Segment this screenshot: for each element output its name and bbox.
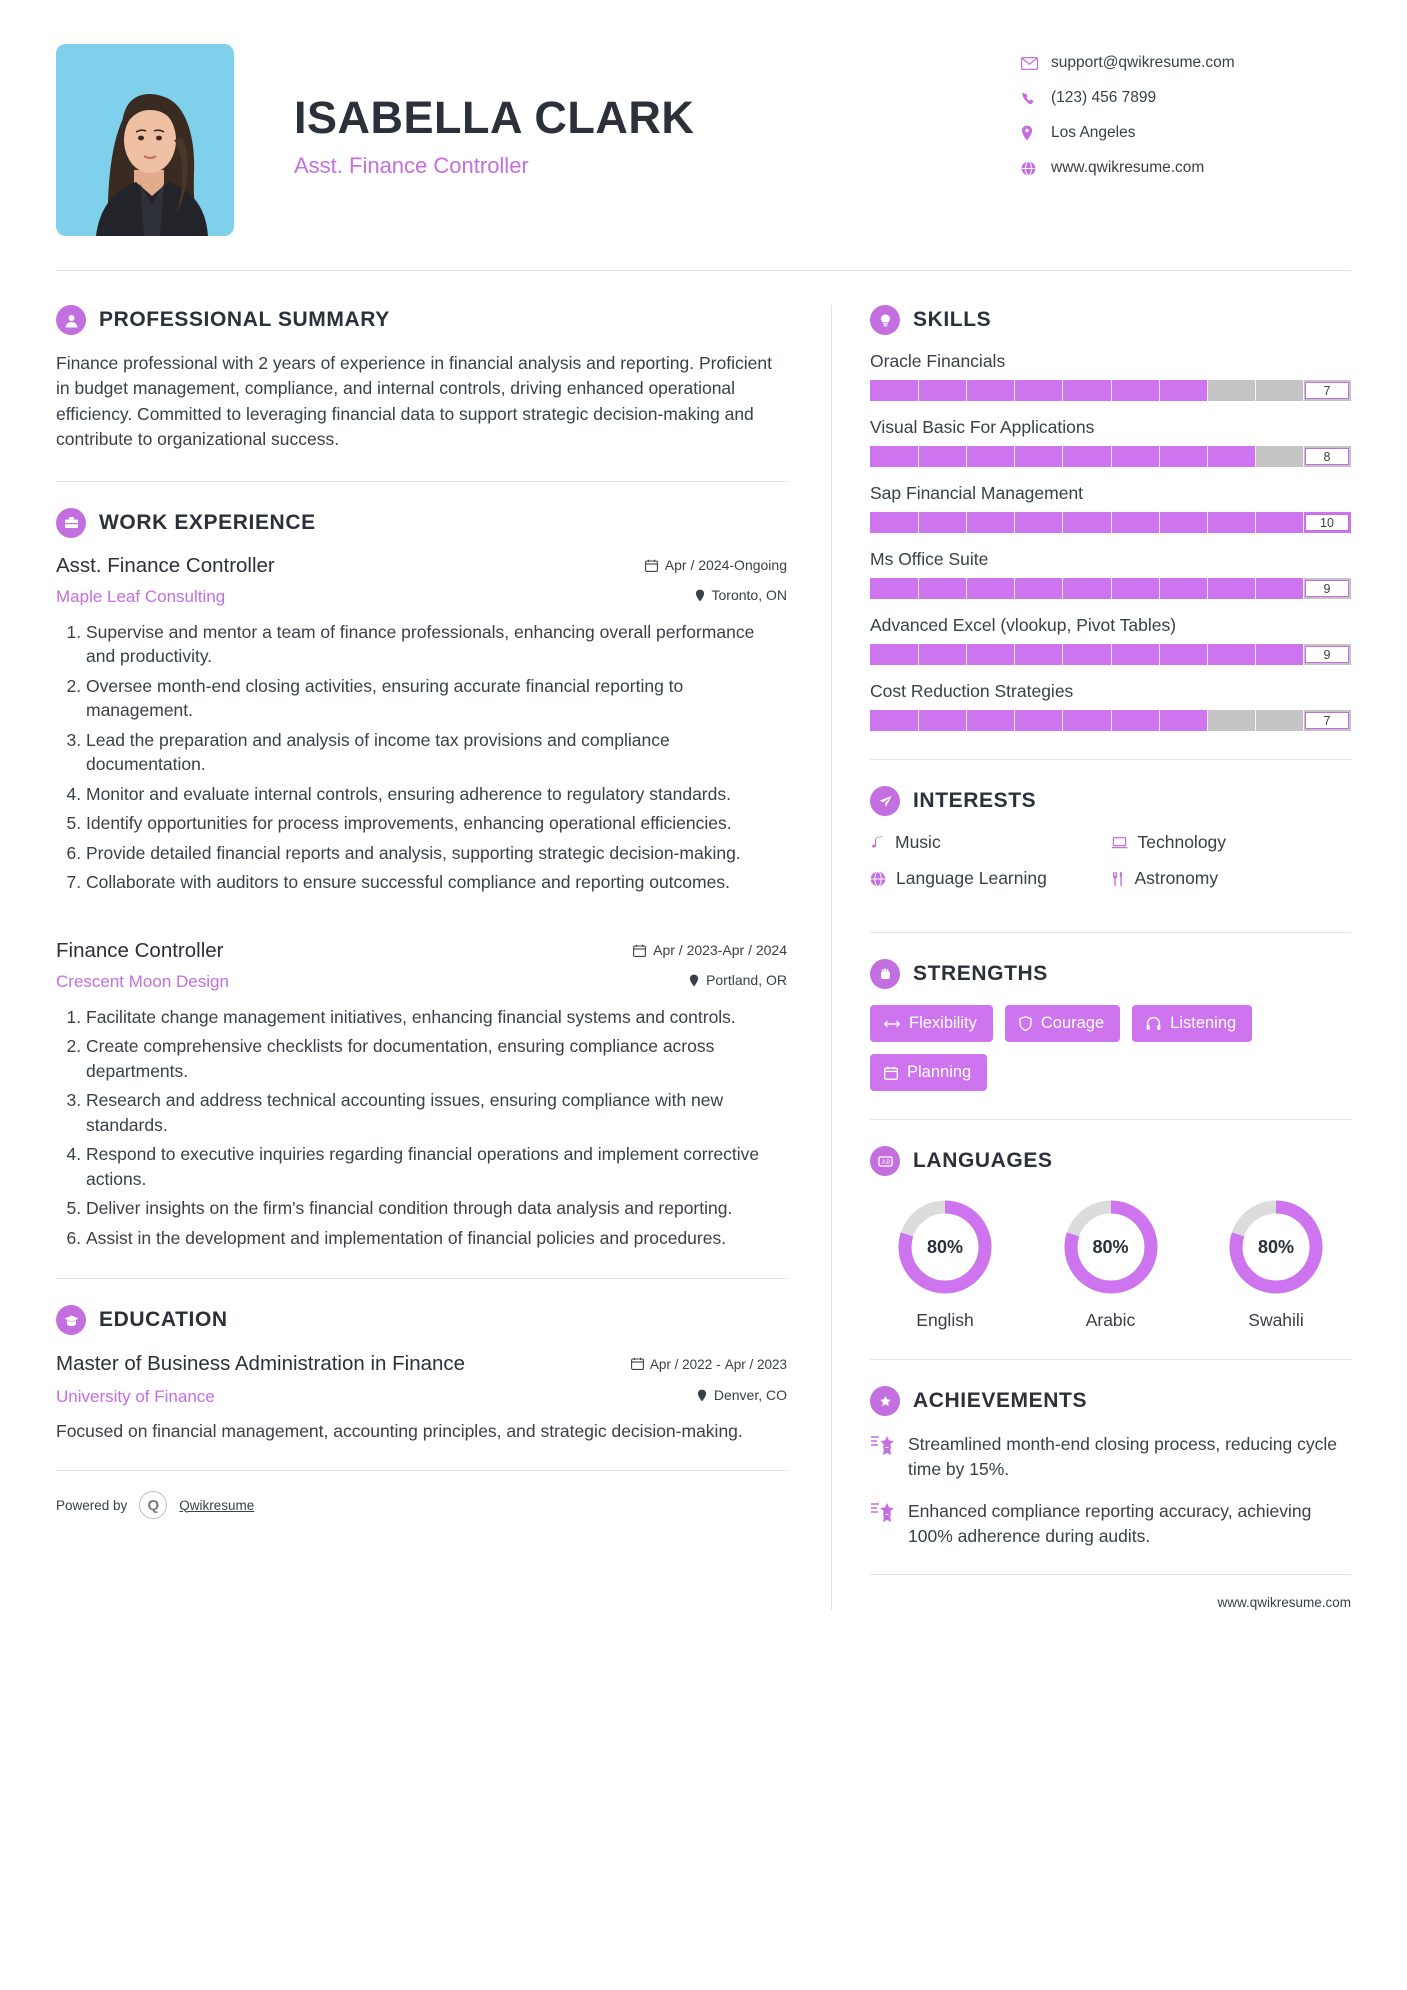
bullet: 3. Lead the preparation and analysis of income tax provisions and compliance documentation. (86, 728, 787, 777)
skill-item (870, 549, 1351, 599)
fork-knife-icon (1111, 871, 1125, 887)
skill-name: Visual Basic For Applications (870, 417, 1095, 437)
language-percent: 80% (1257, 1236, 1295, 1257)
language-progress-ring (1062, 1198, 1160, 1296)
arrows-horizontal-icon (884, 1018, 900, 1030)
education-description: Focused on financial management, accounting principles, and strategic decision-making. (56, 1420, 743, 1441)
interest-item (870, 832, 1111, 853)
footer-right (870, 1574, 1351, 1610)
laptop-icon (1111, 836, 1128, 850)
lightbulb-icon (870, 305, 900, 335)
powered-by (56, 1491, 254, 1519)
language-item (1201, 1198, 1351, 1331)
resume-body (56, 271, 1351, 1610)
interest-item (870, 868, 1111, 889)
bullet: 5. Deliver insights on the firm's financial condition through data analysis and reporting. (86, 1196, 787, 1221)
interest-label: Technology (1137, 832, 1227, 852)
skill-value: 9 (1305, 646, 1349, 663)
contact-website-value: www.qwikresume.com (1051, 159, 1205, 176)
bullet: 6. Assist in the development and implementation of financial policies and procedures. (86, 1226, 787, 1251)
skill-item (870, 615, 1351, 665)
phone-icon (1021, 91, 1051, 106)
skill-value: 10 (1305, 514, 1349, 531)
skill-value: 8 (1305, 448, 1349, 465)
bullet: 5. Identify opportunities for process improvements, enhancing operational efficiencies. (86, 811, 787, 836)
interest-label: Language Learning (896, 868, 1047, 888)
briefcase-icon (56, 508, 86, 538)
contact-location-value: Los Angeles (1051, 124, 1136, 141)
skill-item (870, 417, 1351, 467)
star-ribbon-icon (870, 1432, 908, 1481)
interests-heading (870, 786, 1351, 816)
job-dates-value: Apr / 2024-Ongoing (664, 557, 787, 573)
map-pin-icon (689, 974, 699, 987)
globe-icon (870, 871, 886, 887)
section-strengths (870, 959, 1351, 1091)
job-company: Maple Leaf Consulting (56, 586, 226, 606)
star-badge-icon (870, 1386, 900, 1416)
bullet: 2. Create comprehensive checklists for documentation, ensuring compliance across departments. (86, 1034, 787, 1083)
job-dates-value: Apr / 2023-Apr / 2024 (653, 942, 787, 958)
interest-label: Astronomy (1134, 868, 1219, 888)
job-bullets (56, 620, 787, 895)
bullet: 3. Research and address technical accounting issues, ensuring compliance with new standards. (86, 1088, 787, 1137)
map-pin-icon (1021, 125, 1051, 141)
skill-name: Oracle Financials (870, 351, 1006, 371)
calendar-icon (633, 944, 646, 957)
language-percent: 80% (1092, 1236, 1129, 1257)
strength-label: Flexibility (909, 1014, 977, 1032)
bullet: 1. Facilitate change management initiatives, enhancing financial systems and controls. (86, 1005, 787, 1030)
summary-title: PROFESSIONAL SUMMARY (99, 308, 390, 331)
language-name: Swahili (1248, 1310, 1304, 1330)
headphones-icon (1146, 1016, 1161, 1031)
svg-text:B: B (885, 1159, 890, 1166)
qwikresume-link[interactable]: Qwikresume (179, 1497, 255, 1513)
achievement-item (870, 1499, 1351, 1548)
strength-chip (870, 1054, 987, 1091)
paper-plane-icon (870, 786, 900, 816)
skill-bar (870, 578, 1351, 599)
map-pin-icon (697, 1389, 707, 1402)
bullet: 7. Collaborate with auditors to ensure successful compliance and reporting outcomes. (86, 870, 787, 895)
achievement-item (870, 1432, 1351, 1481)
avatar (56, 44, 234, 236)
star-ribbon-icon (870, 1499, 908, 1548)
interest-label: Music (895, 832, 941, 852)
skill-name: Ms Office Suite (870, 549, 989, 569)
work-entry (56, 554, 787, 895)
raised-fist-icon (870, 959, 900, 989)
work-title: WORK EXPERIENCE (99, 510, 316, 534)
job-location-value: Toronto, ON (711, 587, 787, 603)
job-dates (587, 557, 787, 573)
divider (56, 1278, 787, 1279)
bullet: 2. Oversee month-end closing activities, ensuring accurate financial reporting to management. (86, 674, 787, 723)
job-role: Asst. Finance Controller (56, 553, 275, 577)
job-location (587, 587, 787, 603)
job-role: Finance Controller (56, 938, 224, 962)
job-company: Crescent Moon Design (56, 971, 229, 991)
bullet: 4. Monitor and evaluate internal controls, ensuring adherence to regulatory standards. (86, 782, 787, 807)
education-date-start: Apr / 2022 (649, 1357, 713, 1373)
section-achievements (870, 1386, 1351, 1548)
summary-text: Finance professional with 2 years of experience in financial analysis and reporting. Proficient in budget management, compliance, and internal controls, driving enhanced operational efficiency. Committed to leveraging financial data to support strategic decision-making and contribute to organizational success. (56, 353, 772, 450)
language-progress-ring (896, 1198, 994, 1296)
education-school: University of Finance (56, 1386, 215, 1406)
skill-bar (870, 644, 1351, 665)
calendar-icon (645, 559, 658, 572)
graduation-cap-icon (56, 1305, 86, 1335)
avatar-wrap (56, 44, 234, 236)
envelope-icon (1021, 57, 1051, 70)
spacer (56, 905, 787, 939)
strength-label: Listening (1170, 1014, 1237, 1032)
skills-heading (870, 305, 1351, 335)
education-heading (56, 1305, 787, 1335)
skill-bar (870, 710, 1351, 731)
bullet: 6. Provide detailed financial reports and analysis, supporting strategic decision-making. (86, 841, 787, 866)
skill-bar (870, 446, 1351, 467)
map-pin-icon (695, 589, 705, 602)
skill-item (870, 681, 1351, 731)
education-degree: Master of Business Administration in Finance (56, 1352, 466, 1375)
music-note-icon (870, 835, 885, 851)
education-title: EDUCATION (99, 1308, 228, 1331)
strength-chip (1132, 1005, 1252, 1042)
education-location (587, 1387, 787, 1403)
bullet: 1. Supervise and mentor a team of finance professionals, enhancing overall performance and productivity. (86, 620, 787, 669)
education-location-value: Denver, CO (713, 1387, 787, 1404)
divider (870, 1119, 1351, 1120)
skill-value: 7 (1305, 712, 1349, 729)
achievement-text: Streamlined month-end closing process, reducing cycle time by 15%. (908, 1434, 1337, 1479)
strength-label: Planning (907, 1063, 972, 1081)
qwikresume-logo-icon: Q (139, 1491, 167, 1519)
job-dates (587, 942, 787, 958)
contact-list (1021, 44, 1351, 194)
language-name: Arabic (1085, 1310, 1136, 1330)
skill-name: Cost Reduction Strategies (870, 681, 1074, 701)
candidate-job-title: Asst. Finance Controller (294, 153, 529, 179)
interests-title: INTERESTS (913, 789, 1037, 812)
user-circle-icon (56, 305, 86, 335)
translate-icon (870, 1146, 900, 1176)
section-interests (870, 786, 1351, 904)
job-bullets (56, 1005, 787, 1251)
contact-email-value: support@qwikresume.com (1051, 54, 1235, 71)
date-separator: - (716, 1357, 721, 1373)
job-location-value: Portland, OR (706, 972, 787, 988)
interest-item (1111, 832, 1352, 853)
languages-title: LANGUAGES (913, 1149, 1053, 1172)
powered-by-label: Powered by (56, 1497, 128, 1513)
svg-text:A: A (881, 1159, 886, 1166)
language-progress-ring (1227, 1198, 1325, 1296)
strength-chip (870, 1005, 993, 1042)
calendar-icon (631, 1357, 644, 1373)
education-entry (56, 1351, 787, 1377)
footer-left (56, 1470, 787, 1519)
contact-phone[interactable] (1021, 89, 1351, 107)
skill-bar (870, 512, 1351, 533)
contact-email[interactable] (1021, 54, 1351, 72)
divider (56, 481, 787, 482)
section-education (56, 1305, 787, 1444)
contact-phone-value: (123) 456 7899 (1051, 89, 1157, 106)
work-entry (56, 939, 787, 1251)
footer-url: www.qwikresume.com (1217, 1595, 1351, 1610)
contact-location[interactable] (1021, 124, 1351, 142)
job-location (587, 972, 787, 988)
candidate-name: ISABELLA CLARK (294, 92, 695, 143)
name-block (234, 44, 1021, 179)
education-date-end: Apr / 2023 (724, 1357, 787, 1373)
calendar-icon (884, 1066, 898, 1080)
work-heading (56, 508, 787, 538)
skill-bar (870, 380, 1351, 401)
skill-name: Sap Financial Management (870, 483, 1084, 503)
language-name: English (916, 1310, 974, 1330)
strength-chip (1005, 1005, 1120, 1042)
section-summary (56, 305, 787, 453)
achievement-text: Enhanced compliance reporting accuracy, achieving 100% adherence during audits. (908, 1501, 1312, 1546)
divider (870, 932, 1351, 933)
strengths-heading (870, 959, 1351, 989)
resume-header (56, 44, 1351, 270)
bullet: 4. Respond to executive inquiries regarding financial operations and implement corrective actions. (86, 1142, 787, 1191)
language-item (870, 1198, 1020, 1331)
language-item (1036, 1198, 1186, 1331)
globe-icon (1021, 161, 1051, 176)
left-column (56, 305, 831, 1610)
achievements-heading (870, 1386, 1351, 1416)
contact-website[interactable] (1021, 159, 1351, 177)
achievements-title: ACHIEVEMENTS (913, 1389, 1088, 1412)
summary-heading (56, 305, 787, 335)
skill-value: 7 (1305, 382, 1349, 399)
section-skills (870, 305, 1351, 731)
section-work-experience (56, 508, 787, 1251)
divider (870, 759, 1351, 760)
interest-item (1111, 868, 1352, 889)
strengths-title: STRENGTHS (913, 962, 1048, 985)
section-languages (870, 1146, 1351, 1331)
skills-title: SKILLS (913, 308, 992, 331)
divider (870, 1359, 1351, 1360)
shield-icon (1019, 1016, 1032, 1031)
skill-item (870, 483, 1351, 533)
skill-item (870, 351, 1351, 401)
education-dates (587, 1357, 787, 1373)
language-percent: 80% (926, 1236, 964, 1257)
languages-heading (870, 1146, 1351, 1176)
strength-label: Courage (1040, 1014, 1105, 1032)
skill-value: 9 (1305, 580, 1349, 597)
right-column (831, 305, 1351, 1610)
skill-name: Advanced Excel (vlookup, Pivot Tables) (870, 615, 1177, 635)
